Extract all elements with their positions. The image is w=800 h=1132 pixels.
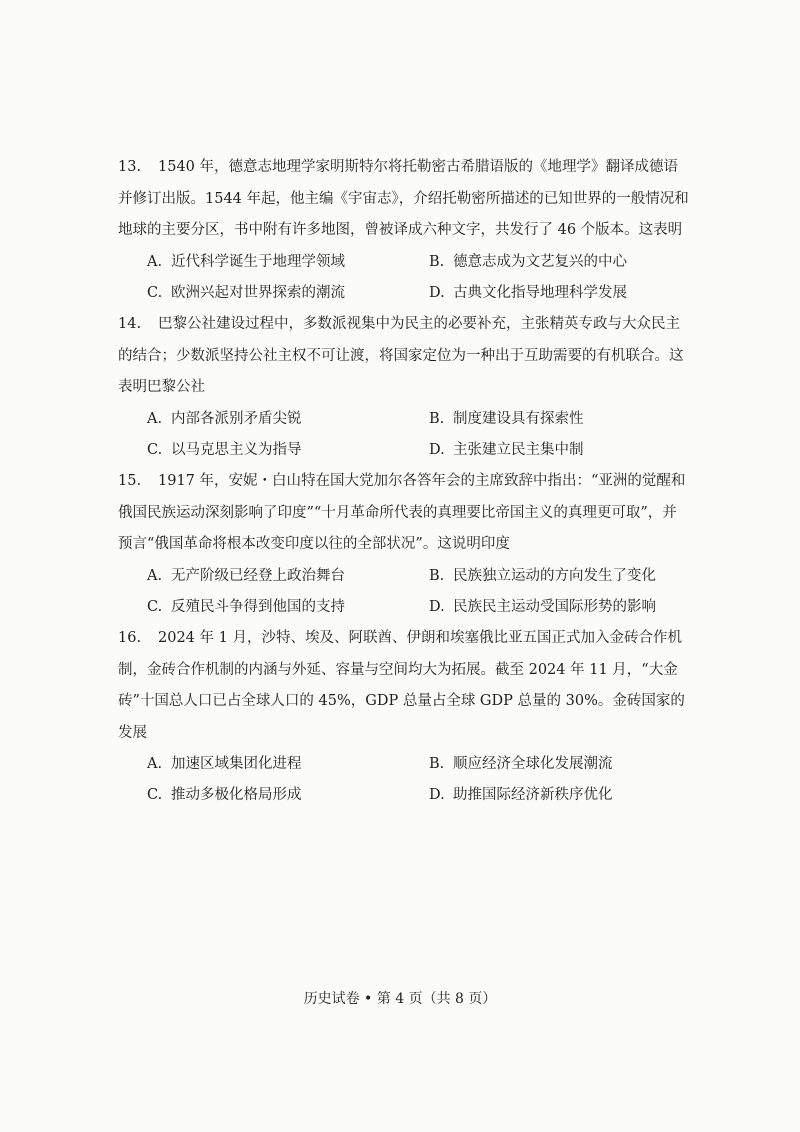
question-number: 13. — [118, 159, 142, 175]
options — [118, 561, 690, 623]
options — [118, 404, 690, 466]
option-c[interactable]: C. 推动多极化格局形成 — [147, 787, 302, 803]
option-a[interactable]: A. 无产阶级已经登上政治舞台 — [147, 567, 345, 584]
question-number: 16. — [118, 630, 142, 646]
question-15 — [118, 466, 690, 623]
option-b[interactable]: B. 德意志成为文艺复兴的中心 — [429, 253, 627, 270]
option-c[interactable]: C. 以马克思主义为指导 — [147, 441, 302, 458]
option-d[interactable]: D. 古典文化指导地理科学发展 — [429, 284, 627, 301]
question-stem: 14. 巴黎公社建设过程中，多数派视集中为民主的必要补充，主张精英专政与大众民主的结合；少数派坚持公社主权不可让渡，将国家定位为一种出于互助需要的有机联合。这表明巴黎公社 — [118, 309, 690, 404]
option-a[interactable]: A. 近代科学诞生于地理学领域 — [147, 253, 345, 270]
options — [118, 247, 690, 309]
question-number: 14. — [118, 316, 142, 332]
option-b[interactable]: B. 制度建设具有探索性 — [429, 410, 584, 427]
option-b[interactable]: B. 顺应经济全球化发展潮流 — [429, 756, 613, 772]
page-footer: 历史试卷 • 第 4 页（共 8 页） — [303, 991, 497, 1007]
option-a[interactable]: A. 加速区域集团化进程 — [147, 756, 302, 772]
question-14 — [118, 309, 690, 466]
question-stem: 15. 1917 年，安妮・白山特在国大党加尔各答年会的主席致辞中指出：“亚洲的觉醒和俄国民族运动深刻影响了印度”“十月革命所代表的真理要比帝国主义的真理更可取”，并预言“俄国革命将根本改变印度以往的全部状况”。这说明印度 — [118, 466, 690, 561]
question-16 — [118, 623, 690, 811]
option-d[interactable]: D. 民族民主运动受国际形势的影响 — [429, 598, 656, 615]
question-13 — [118, 152, 690, 309]
options — [118, 749, 690, 811]
option-d[interactable]: D. 主张建立民主集中制 — [429, 441, 584, 458]
option-d[interactable]: D. 助推国际经济新秩序优化 — [429, 787, 613, 803]
question-stem: 13. 1540 年，德意志地理学家明斯特尔将托勒密古希腊语版的《地理学》翻译成德语并修订出版。1544 年起，他主编《宇宙志》，介绍托勒密所描述的已知世界的一般情况和地球的主要分区，书中附有许多地图，曾被译成六种文字，共发行了 46 个版本。这表明 — [118, 152, 690, 247]
option-b[interactable]: B. 民族独立运动的方向发生了变化 — [429, 567, 656, 584]
question-number: 15. — [118, 473, 142, 489]
option-c[interactable]: C. 欧洲兴起对世界探索的潮流 — [147, 284, 345, 301]
option-a[interactable]: A. 内部各派别矛盾尖锐 — [147, 410, 302, 427]
question-stem: 16. 2024 年 1 月，沙特、埃及、阿联酋、伊朗和埃塞俄比亚五国正式加入金砖合作机制，金砖合作机制的内涵与外延、容量与空间均大为拓展。截至 2024 年 11 月，“大金砖”十国总人口已占全球人口的 45%，GDP 总量占全球 GDP 总量的 30%。金砖国家的发展 — [118, 623, 690, 749]
option-c[interactable]: C. 反殖民斗争得到他国的支持 — [147, 598, 345, 615]
